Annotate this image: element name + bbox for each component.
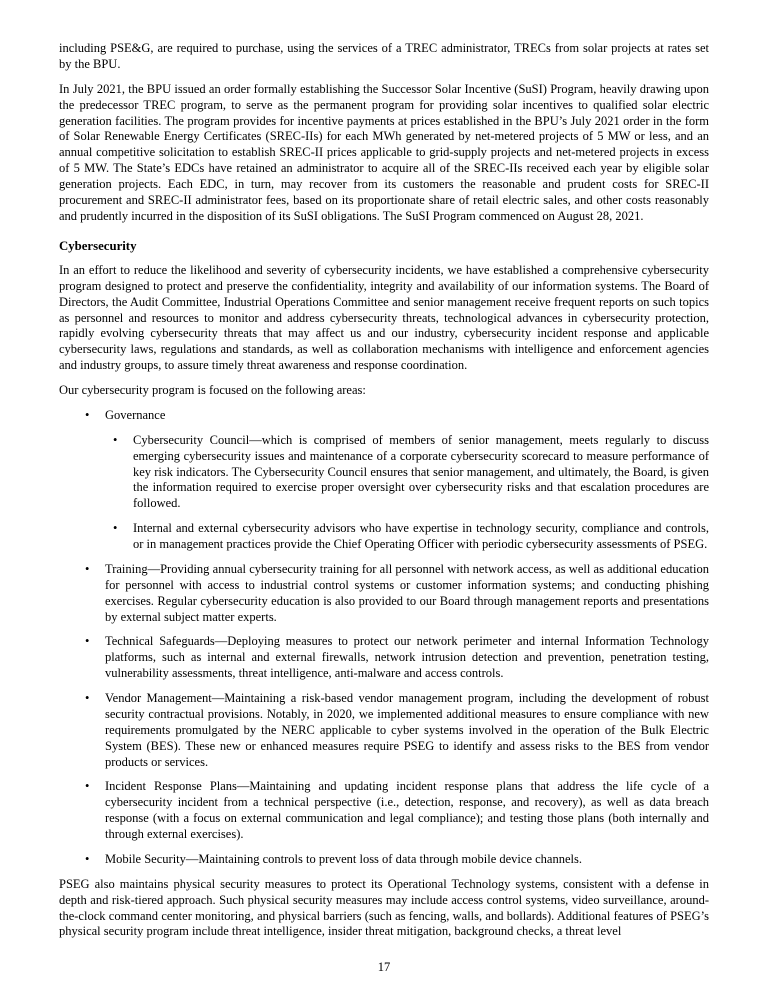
list-item-training [59,562,709,626]
bullet-icon: • [113,432,118,447]
bullet-icon: • [85,779,90,794]
list-item-cybersecurity-council [59,433,709,512]
list-item-text: Technical Safeguards—Deploying measures to protect our network perimeter and internal Information Technology platforms, such as internal and external firewalls, network intrusion detection and prevention, penetration testing, vulnerability assessments, threat intelligence, anti-malware and access controls. [105,634,709,681]
bullet-icon: • [85,407,90,422]
list-item-text: Training—Providing annual cybersecurity training for all personnel with network access, as well as additional education for personnel with access to industrial control systems or customer information systems; and conducting phishing exercises. Regular cybersecurity education is also provided to our Board through management reports and presentations by external subject matter experts. [105,561,709,624]
list-item-text: Mobile Security—Maintaining controls to prevent loss of data through mobile device channels. [105,851,582,866]
list-item-text: Incident Response Plans—Maintaining and updating incident response plans that address the life cycle of a cybersecurity incident from a technical perspective (i.e., detection, response, and recovery), as well as data breach response (with a focus on external communication and legal compliance); and testing those plans (both internally and through external exercises). [105,779,709,841]
list-item-vendor-management [59,691,709,770]
bullet-icon: • [85,851,90,866]
page-footer [0,960,768,976]
paragraph-focus-lead: Our cybersecurity program is focused on the following areas: [59,383,366,397]
page-number: 17 [377,960,391,975]
bullet-icon: • [85,634,90,649]
list-item-text: Vendor Management—Maintaining a risk-based vendor management program, including the development of robust security contractual provisions. Notably, in 2020, we implemented additional measures to ensure compliance with new requirements promulgated by the NERC applicable to cyber systems involved in the operation of the Bulk Electric System (BES). These new or enhanced measures require PSEG to identify and assess risks to the BES from vendor products or services. [105,691,709,769]
paragraph-physical-security: PSEG also maintains physical security measures to protect its Operational Technology systems, consistent with a defense in depth and risk-tiered approach. Such physical security measures may include access control systems, video surveillance, around-the-clock command center monitoring, and physical barriers (such as fencing, walls, and bollards). Additional features of PSEG’s physical security program include threat intelligence, insider threat mitigation, background checks, a threat level [59,876,709,939]
section-heading-cybersecurity: Cybersecurity [59,238,137,253]
paragraph-trec-purchase: including PSE&G, are required to purchase, using the services of a TREC administrator, TRECs from solar projects at rates set by the BPU. [59,41,709,71]
list-item-advisors [59,521,709,553]
list-item-mobile-security [59,852,709,868]
list-item-text: Internal and external cybersecurity advisors who have expertise in technology security, compliance and controls, or in management practices provide the Chief Operating Officer with periodic cybersecurity assessments of PSEG. [133,521,709,551]
list-item-text: Governance [105,407,166,422]
bullet-icon: • [85,561,90,576]
list-item-incident-response [59,779,709,843]
list-item-governance [59,408,709,424]
paragraph-susi-program: In July 2021, the BPU issued an order formally establishing the Successor Solar Incentive (SuSI) Program, heavily drawing upon the predecessor TREC program, to serve as the permanent program for providing solar incentives to qualified solar electric generation facilities. The program provides for incentive payments at prices established in the BPU’s July 2021 order in the form of Solar Renewable Energy Certificates (SREC-IIs) for each MWh generated by net-metered projects of 5 MW or less, and an annual competitive solicitation to establish SREC-II prices applicable to grid-supply projects and net-metered projects in excess of 5 MW. The State’s EDCs have retained an administrator to acquire all of the SREC-IIs received each year by eligible solar generation projects. Each EDC, in turn, may recover from its customers the reasonable and prudent costs for SREC-II procurement and SREC-II administrator fees, based on its proportionate share of retail electric sales, and other costs reasonably and prudently incurred in the disposition of its SuSI obligations. The SuSI Program commenced on August 28, 2021. [59,81,709,223]
paragraph-cybersecurity-intro: In an effort to reduce the likelihood and severity of cybersecurity incidents, we have established a comprehensive cybersecurity program designed to protect and preserve the confidentiality, integrity and availability of our information systems. The Board of Directors, the Audit Committee, Industrial Operations Committee and senior management receive frequent reports on such topics as personnel and resources to monitor and address cybersecurity threats, technological advances in cybersecurity protection, rapidly evolving cybersecurity threats that may affect us and our industry, cybersecurity incident response and applicable cybersecurity laws, regulations and standards, as well as collaboration mechanisms with intelligence and enforcement agencies and industry groups, to assure timely threat awareness and response coordination. [59,262,709,373]
bullet-icon: • [85,691,90,705]
list-item-text: Cybersecurity Council—which is comprised of members of senior management, meets regularly to discuss emerging cybersecurity issues and maintenance of a corporate cybersecurity scorecard to measure performance of key risk indicators. The Cybersecurity Council ensures that senior management, and ultimately, the Board, is given the information required to exercise proper oversight over cybersecurity risks and that escalation procedures are followed. [133,432,709,511]
list-item-technical-safeguards [59,634,709,682]
bullet-icon: • [113,521,118,536]
